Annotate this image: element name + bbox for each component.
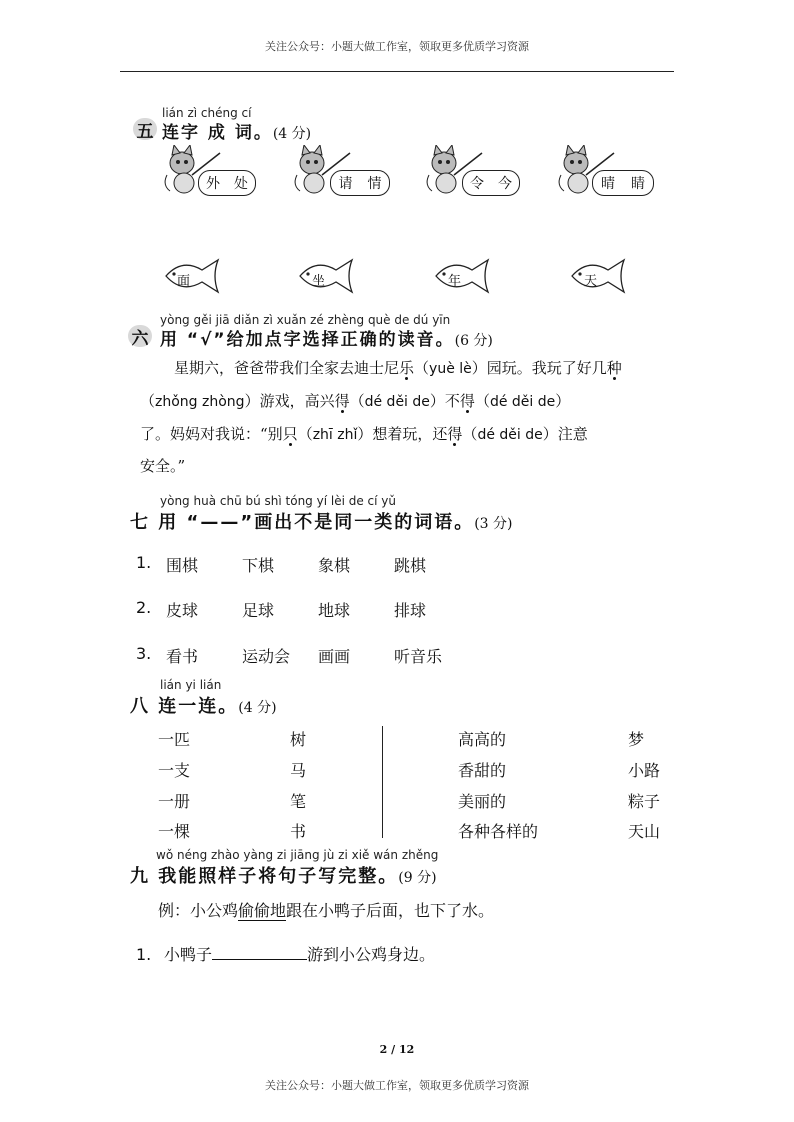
- question-number: 1.: [136, 945, 152, 964]
- bubble-char: 晴: [601, 176, 615, 192]
- text: ）: [555, 392, 571, 410]
- sec5-score: (4 分): [272, 126, 312, 142]
- word[interactable]: 运动会: [242, 647, 291, 666]
- sec6-title: [160, 325, 493, 350]
- sec6-title-text: 用 “√”给加点字选择正确的读音。: [160, 330, 455, 350]
- match-left-a[interactable]: 一棵: [158, 822, 191, 841]
- match-left-b[interactable]: 马: [290, 761, 307, 780]
- dotted-char: 只: [282, 425, 298, 443]
- sec6-paragraph-line1: [140, 352, 670, 385]
- sec7-title: [130, 508, 513, 534]
- sec9-title-text: 我能照样子将句子写完整。: [158, 866, 399, 887]
- fish-icon: [162, 256, 222, 296]
- sec6-pinyin: yòng gěi jiā diǎn zì xuǎn zé zhèng què de dú yīn: [160, 313, 451, 327]
- match-right-b[interactable]: 粽子: [628, 792, 661, 811]
- text: 例：小公鸡: [158, 901, 239, 920]
- sec7-row-2: [136, 598, 164, 617]
- sec8-pinyin: lián yi lián: [160, 678, 222, 692]
- sec9-example: [158, 898, 494, 921]
- answer-blank[interactable]: [212, 945, 307, 960]
- fish-char-3: 年: [448, 274, 462, 289]
- pinyin-options[interactable]: dé děi de: [364, 394, 430, 410]
- word[interactable]: 地球: [318, 601, 351, 620]
- text: 小鸭子: [164, 945, 213, 964]
- match-left-a[interactable]: 一匹: [158, 730, 191, 749]
- sec7-score: (3 分): [474, 516, 513, 532]
- match-right-a[interactable]: 香甜的: [458, 761, 507, 780]
- page-footer: 关注公众号：小题大做工作室，领取更多优质学习资源: [265, 1079, 529, 1092]
- text: ）不: [429, 392, 460, 410]
- fish-icon: [568, 256, 628, 296]
- fish-char-4: 天: [584, 274, 598, 289]
- page-number: 2 / 12: [379, 1043, 415, 1056]
- sec7-pinyin: yòng huà chū bú shì tóng yí lèi de cí yǔ: [160, 494, 396, 508]
- sec5-pinyin: lián zì chéng cí: [162, 106, 252, 120]
- match-left-b[interactable]: 笔: [290, 792, 307, 811]
- pinyin-options[interactable]: zhī zhǐ: [312, 427, 358, 443]
- word[interactable]: 下棋: [242, 556, 275, 575]
- dotted-char: 得: [459, 392, 475, 410]
- dotted-char: 得: [334, 392, 350, 410]
- pinyin-options[interactable]: dé děi de: [489, 394, 556, 410]
- fish-char-1: 面: [177, 274, 191, 289]
- sec6-paragraph-line3: [140, 418, 670, 451]
- bubble-char: 今: [498, 176, 512, 192]
- text: ）想着玩，还: [357, 425, 448, 443]
- text: 游到小公鸡身边。: [307, 945, 436, 964]
- sec6-score: (6 分): [454, 333, 493, 349]
- pinyin-options[interactable]: zhǒng zhòng: [155, 394, 245, 410]
- divider: [382, 726, 383, 838]
- text: ）注意: [542, 425, 588, 443]
- sec6-number: 六: [128, 325, 152, 347]
- fish-icon: [432, 256, 492, 296]
- match-right-a[interactable]: 高高的: [458, 730, 507, 749]
- sec9-title: [130, 862, 437, 888]
- match-right-b[interactable]: 小路: [628, 761, 661, 780]
- sec5-title: [162, 118, 311, 143]
- page-header: 关注公众号：小题大做工作室，领取更多优质学习资源: [265, 40, 529, 53]
- bubble-char: 请: [338, 176, 353, 192]
- text: （: [414, 359, 430, 377]
- text: 了。妈妈对我说：“别: [140, 425, 283, 443]
- match-right-a[interactable]: 美丽的: [458, 792, 507, 811]
- word[interactable]: 听音乐: [394, 647, 443, 666]
- word[interactable]: 皮球: [166, 601, 199, 620]
- pinyin-options[interactable]: dé děi de: [477, 427, 543, 443]
- match-right-b[interactable]: 梦: [628, 730, 645, 749]
- fish-icon: [296, 256, 356, 296]
- word-bubble-2: [330, 170, 390, 196]
- sec8-score: (4 分): [238, 700, 277, 716]
- text: 跟在小鸭子后面，也下了水。: [286, 901, 495, 920]
- sec8-number: 八: [130, 696, 150, 717]
- match-left-a[interactable]: 一支: [158, 761, 191, 780]
- match-right-a[interactable]: 各种各样的: [458, 822, 539, 841]
- bubble-char: 外: [206, 176, 220, 192]
- text: 星期六，爸爸带我们全家去迪士尼: [174, 359, 400, 377]
- word[interactable]: 足球: [242, 601, 275, 620]
- word[interactable]: 围棋: [166, 556, 199, 575]
- text: （: [140, 392, 156, 410]
- row-number: 3.: [136, 644, 152, 663]
- word[interactable]: 跳棋: [394, 556, 427, 575]
- sec7-title-text: 用 “——”画出不是同一类的词语。: [158, 512, 475, 533]
- text: （: [474, 392, 490, 410]
- sec8-title: [130, 692, 277, 718]
- word-bubble-4: [592, 170, 654, 196]
- sec9-score: (9 分): [398, 870, 437, 886]
- row-number: 2.: [136, 598, 152, 617]
- match-left-b[interactable]: 树: [290, 730, 307, 749]
- bubble-char: 令: [470, 176, 484, 192]
- dotted-char: 乐: [399, 359, 415, 377]
- word-bubble-3: [462, 170, 520, 196]
- sec5-title-text: 连字 成 词。: [162, 123, 273, 143]
- text: ）园玩。我玩了好几: [471, 359, 607, 377]
- dotted-char: 得: [447, 425, 463, 443]
- bubble-char: 情: [367, 176, 382, 192]
- sec9-number: 九: [130, 866, 150, 887]
- fish-char-2: 坐: [312, 274, 326, 289]
- text: （: [349, 392, 365, 410]
- bubble-char: 处: [234, 176, 248, 192]
- match-left-a[interactable]: 一册: [158, 792, 191, 811]
- word[interactable]: 看书: [166, 647, 199, 666]
- sec7-number: 七: [130, 512, 150, 533]
- word[interactable]: 象棋: [318, 556, 351, 575]
- header-rule: [120, 71, 674, 72]
- word-bubble-1: [198, 170, 256, 196]
- match-left-b[interactable]: 书: [290, 822, 307, 841]
- bubble-char: 睛: [631, 176, 645, 192]
- word[interactable]: 画画: [318, 647, 351, 666]
- text: （: [462, 425, 478, 443]
- sec6-paragraph-line2: [140, 385, 670, 418]
- match-right-b[interactable]: 天山: [628, 822, 661, 841]
- text: （: [297, 425, 313, 443]
- dotted-char: 种: [606, 359, 622, 377]
- sec6-paragraph-line4: 安全。”: [140, 457, 186, 475]
- text: ）游戏，高兴: [244, 392, 335, 410]
- sec8-title-text: 连一连。: [158, 696, 239, 717]
- sec7-row-3: [136, 644, 164, 663]
- pinyin-options[interactable]: yuè lè: [429, 361, 472, 377]
- word[interactable]: 排球: [394, 601, 427, 620]
- row-number: 1.: [136, 553, 152, 572]
- sec9-question-1: [136, 942, 435, 965]
- sec7-row-1: [136, 553, 164, 572]
- sec9-pinyin: wǒ néng zhào yàng zi jiāng jù zi xiě wán zhěng: [156, 848, 439, 862]
- sec5-number: 五: [133, 118, 157, 140]
- underlined-word: 偷偷地: [238, 901, 287, 920]
